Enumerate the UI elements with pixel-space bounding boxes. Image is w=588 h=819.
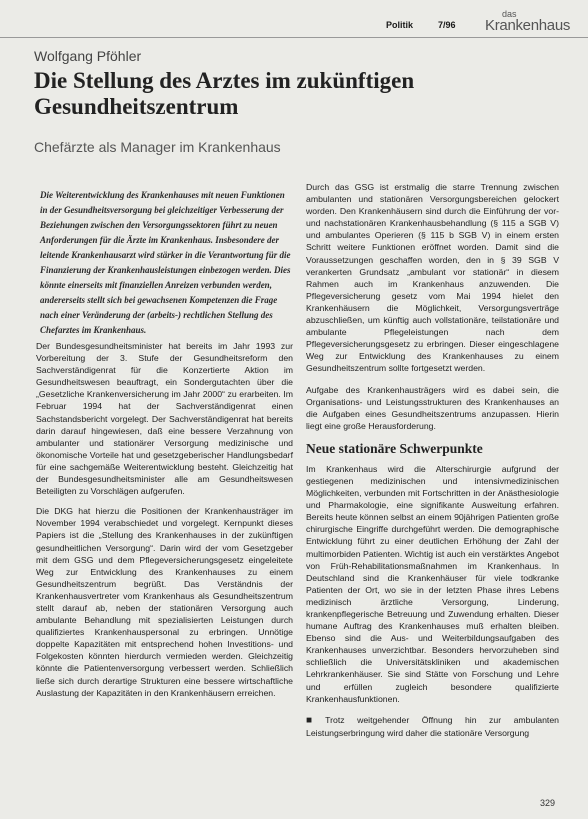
left-column [36,340,293,707]
section-subheading: Neue stationäre Schwerpunkte [306,440,483,456]
magazine-logo-name: Krankenhaus [485,17,571,34]
article-lead: Die Weiterentwicklung des Krankenhauses mit neuen Funktionen in der Gesundheitsversorgung bei gleichzeitiger Verbesserung der Beziehungen zwischen den Versorgungssektoren führt zu neuen Anforderungen für die Ärzte im Krankenhaus. Insbesondere der leitende Krankenhausarzt wird stärker in die Verantwortung für die Finanzierung der Krankenhausleistungen einbezogen werden. Dies könnte einerseits mit finanziellen Anreizen verbunden werden, andererseits stellt sich bei gewachsenen Kompetenzen die Frage nach einer Veränderung der (arbeits-) rechtlichen Stellung des Chefarztes im Krankenhaus. [40,190,291,335]
body-paragraph: Im Krankenhaus wird die Alterschirurgie aufgrund der gestiegenen medizinischen und intensivmedizinischen Möglichkeiten, verbunden mit Fortschritten in der Anästhesiologie und Pharmakologie, eine signifikante Ausweitung erfahren. Bereits heute können selbst an einem 90jährigen Patienten große chirurgische Eingriffe durchgeführt werden. Die demographische Entwicklung führt zu einer deutlichen Erhöhung der Zahl der multimorbiden Patienten. Wichtig ist auch ein verstärktes Angebot von Früh-Rehabilitationsmaßnahmen im Krankenhaus. In Deutschland sind die Krankenhäuser für viele todkranke Patienten der Ort, wo sie in der letzten Phase ihres Lebens medizinisch ärztliche Versorgung, Linderung, krankenpflegerische Betreuung und Zuwendung erhalten. Dieser humane Auftrag des Krankenhauses muß erhalten bleiben. Ebenso sind die Aus- und Weiterbildungsaufgaben des Krankenhauses unverzichtbar. Besonders hervorzuheben sind schließlich die Universitätskliniken und akademischen Lehrkrankenhäuser. Sie sind Stätte von Forschung und Lehre und erfüllen zugleich besondere qualifizierte Krankenhausfunktionen. [306,463,559,704]
magazine-logo-article: das [502,9,517,19]
right-column [306,181,559,748]
article-subtitle: Chefärzte als Manager im Krankenhaus [34,139,281,155]
issue-number: 7/96 [438,20,456,30]
article-title: Die Stellung des Arztes im zukünftigen Gesundheitszentrum [34,68,415,119]
header-divider [0,37,588,38]
body-paragraph: Der Bundesgesundheitsminister hat bereits im Jahr 1993 zur Vorbereitung der 3. Stufe der Gesundheitsreform den Sachverständigenrat für die Konzertierte Aktion im Gesundheitswesen beauftragt, ein Sondergutachten über die „Gesetzliche Krankenversicherung im Jahr 2000“ zu erarbeiten. Im Februar 1994 hat der Sachverständigenrat einen Sachstandsbericht vorgelegt. Der Sachverständigenrat hat bereits darin darauf hingewiesen, daß eine bessere Verzahnung von ambulanter und stationärer Versorgung medizinische und ökonomische Vorteile hat und gesetzgeberischer Handlungsbedarf für eine sachgemäße Weiterentwicklung besteht. Gleichzeitig hat der Bundesgesundheitsminister alle am Gesundheitswesen Beteiligten zu Vorschlägen aufgerufen. [36,341,293,497]
body-paragraph: Aufgabe des Krankenhausträgers wird es dabei sein, die Organisations- und Leistungsstrukturen des Krankenhauses an die Aufgaben eines Gesundheitszentrums anzupassen. Hierin liegt eine große Herausforderung. [306,384,559,431]
page-header [0,6,588,34]
section-rubric: Politik [386,20,414,30]
body-paragraph: Durch das GSG ist erstmalig die starre Trennung zwischen ambulanten und stationären Versorgungsbereichen gelockert worden. Den Krankenhäusern sind durch die Einführung der vor- und nachstationären Krankenhausbehandlung (§ 115 a SGB V) und ambulantes Operieren (§ 115 b SGB V) in einem ersten Schritt weitere Funktionen eröffnet worden. Damit sind die Voraussetzungen geschaffen worden, den in § 39 SGB V verankerten Grundsatz „ambulant vor stationär“ in diesem Rahmen auch im Krankenhaus anzuwenden. Die Pflegeversicherung gesetz vom Mai 1994 hielet den Krankenhäusern die Möglichkeit, Versorgungsverträge abzuschließen, um künftig auch vollstationäre, teilstationäre und ambulante Pflegeleistungen nach dem Pflegeversicherungsgesetz zu erbringen. Dieser eingeschlagene Weg zur Entwicklung des Krankenhauses zu einem Gesundheitszentrum sollte fortgesetzt werden. [306,182,559,374]
article-author: Wolfgang Pföhler [34,48,142,64]
body-paragraph: Die DKG hat hierzu die Positionen der Krankenhausträger im November 1994 verabschiedet und vorgelegt. Kernpunkt dieses Papiers ist die „Stellung des Krankenhauses in der zukünftigen gesundheitlichen Versorgung“. Darin wird der vom Gesetzgeber mit dem GSG und dem Pflegeversicherungsgesetz eingeleitete Weg zur Entwicklung des Krankenhauses zu einem Gesundheitszentrum begrüßt. Das Verständnis der Krankenhausvertreter vom Krankenhaus als Gesundheitszentrum stellt darauf ab, neben der stationären Versorgung auch ambulante Behandlung mit spezialisierten Leistungen durch qualifiziertes Krankenhauspersonal zu erbringen. Unnötige doppelte Kapazitäten mit entsprechend hohen Investitions- und Folgekosten könnten hierdurch vermieden werden. Gleichzeitig könnte die Patientenversorgung verbessert werden. Schließlich ließe sich durch derartige Strukturen eine bessere wirtschaftliche Auslastung der Kapazitäten in den Krankenhäusern erreichen. [36,506,293,698]
bullet-icon: ■ [306,714,323,726]
page-number: 329 [540,798,556,808]
bullet-text: Trotz weitgehender Öffnung hin zur ambulanten Leistungserbringung wird daher die stationäre Versorgung [306,714,560,738]
bullet-paragraph [306,714,559,739]
